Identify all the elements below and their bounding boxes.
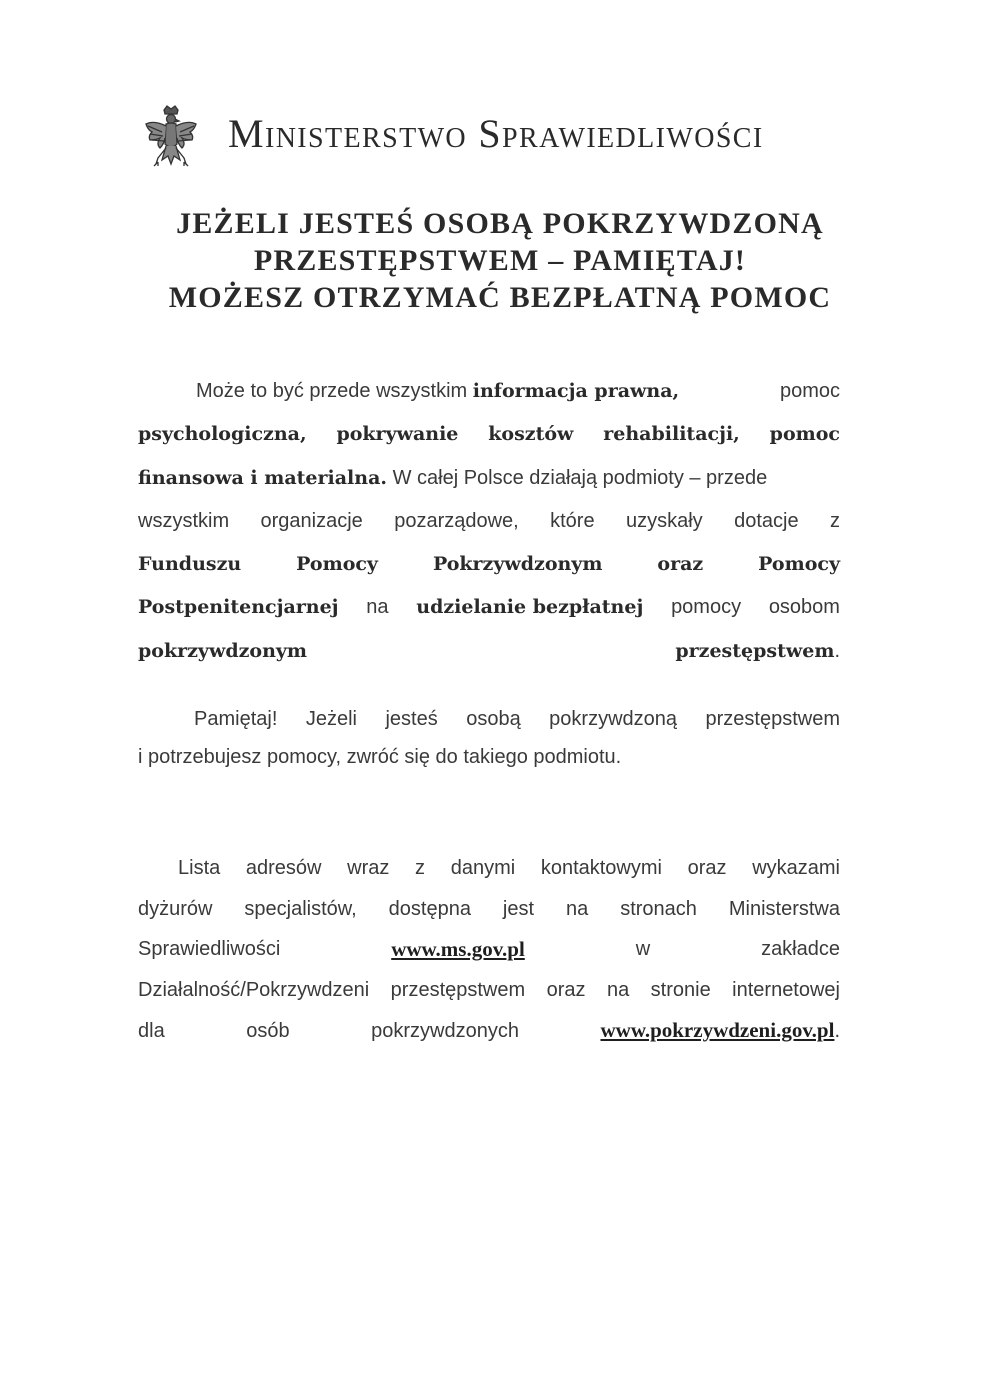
p1-line-2: psychologiczna, pokrywanie kosztów rehabilitacji, pomoc — [138, 423, 840, 446]
p1-line-4: wszystkim organizacje pozarządowe, które uzyskały dotacje z — [138, 509, 840, 532]
title-line-1: JEŻELI JESTEŚ OSOBĄ POKRZYWDZONĄ — [176, 207, 824, 240]
polish-eagle-icon — [142, 104, 200, 172]
p1-line-7: pokrzywdzonym przestępstwem. — [138, 639, 840, 662]
p3-line-3: Sprawiedliwości www.ms.gov.pl w zakładce — [138, 929, 840, 970]
letterhead — [140, 100, 860, 180]
pokrzywdzeni-gov-link[interactable]: www.pokrzywdzeni.gov.pl — [600, 1018, 835, 1042]
title-line-2: PRZESTĘPSTWEM – PAMIĘTAJ! — [253, 244, 747, 277]
p3-line-4: Działalność/Pokrzywdzeni przestępstwem oraz na stronie internetowej — [138, 978, 840, 1001]
paragraph-address-list — [138, 848, 840, 1052]
p1-line-6: Postpenitencjarnej na udzielanie bezpłatnej pomocy osobom — [138, 596, 840, 619]
notice-title — [100, 205, 900, 316]
title-line-3: MOŻESZ OTRZYMAĆ BEZPŁATNĄ POMOC — [168, 281, 832, 314]
ministry-name: Ministerstwo Sprawiedliwości — [228, 111, 764, 156]
p1-line-5: Funduszu Pomocy Pokrzywdzonym oraz Pomocy — [138, 553, 840, 576]
p2-line-2: i potrzebujesz pomocy, zwróć się do takiego podmiotu. — [138, 746, 622, 768]
ms-gov-link[interactable]: www.ms.gov.pl — [391, 937, 525, 961]
paragraph-help-types — [138, 370, 840, 673]
paragraph-reminder — [138, 700, 840, 776]
p3-line-2: dyżurów specjalistów, dostępna jest na stronach Ministerstwa — [138, 897, 840, 920]
p1-line-3: finansowa i materialna. W całej Polsce działają podmioty – przede — [138, 466, 768, 489]
p2-line-1: Pamiętaj! Jeżeli jesteś osobą pokrzywdzoną przestępstwem — [194, 708, 840, 730]
p3-line-5: dla osób pokrzywdzonych www.pokrzywdzeni.gov.pl. — [138, 1018, 840, 1042]
p3-line-1: Lista adresów wraz z danymi kontaktowymi oraz wykazami — [178, 857, 840, 879]
p1-line-1: Może to być przede wszystkim informacja prawna, pomoc — [196, 380, 840, 402]
